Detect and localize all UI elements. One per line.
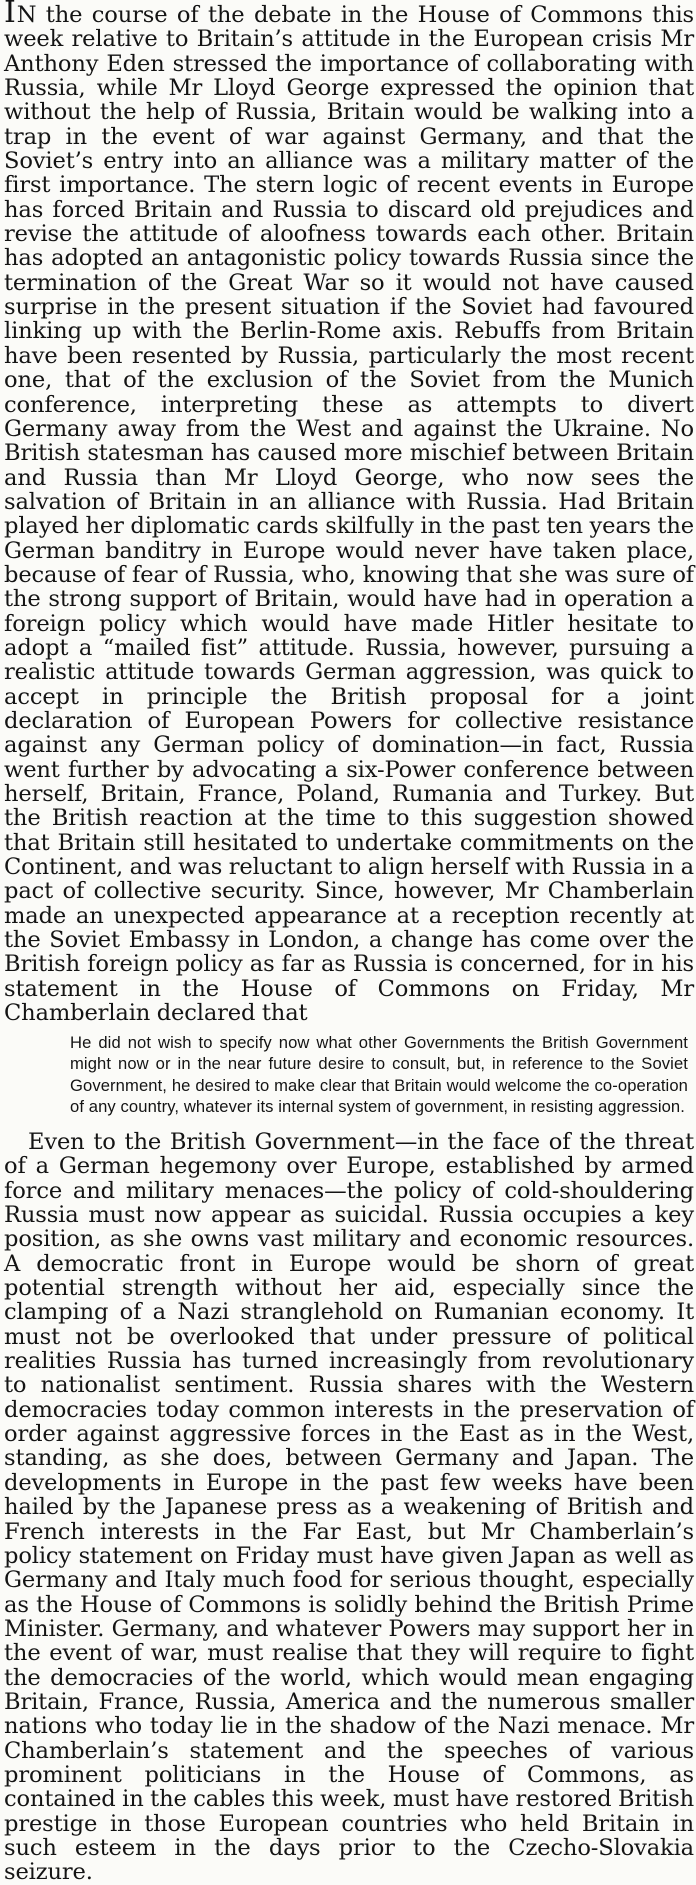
drop-cap: I [4,0,16,30]
quote-text: He did not wish to specify now what other Governments the British Government might now or in the near future desire to consult, but, in reference to the Soviet Government, he desired to make clear that Britain would welcome the co-operation of any country, whatever its internal system of government, in resisting aggression. [70,1033,688,1116]
paragraph-2: Even to the British Government—in the face of the threat of a German hegemony over Europe, established by armed force and military menaces—the policy of cold-shouldering Russia must now appear as suicidal. Russia occupies a key position, as she owns vast military and economic resources. A democratic front in Europe would be shorn of great potential strength without her aid, especially since the clamping of a Nazi stranglehold on Rumanian economy. It must not be overlooked that under pressure of political realities Russia has turned increasingly from revolutionary to nationalist sentiment. Russia shares with the Western democracies today common interests in the preservation of order against aggressive forces in the East as in the West, standing, as she does, between Germany and Japan. The developments in Europe in the past few weeks have been hailed by the Japanese press as a weakening of British and French interests in the Far East, but Mr Chamberlain’s policy statement on Friday must have given Japan as well as Germany and Italy much food for serious thought, especially as the House of Commons is solidly behind the British Prime Minister. Germany, and whatever Powers may support her in the event of war, must realise that they will require to fight the democracies of the world, which would mean engaging Britain, France, Russia, America and the numerous smaller nations who today lie in the shadow of the Nazi menace. Mr Chamberlain’s statement and the speeches of various prominent politicians in the House of Commons, as contained in the cables this week, must have restored British prestige in those European countries who held Britain in such esteem in the days prior to the Czecho-Slovakia seizure. [4,1129,694,1885]
block-quote [70,1032,688,1117]
paragraph-1-text: N the course of the debate in the House of Commons this week relative to Britain’s attitude in the European crisis Mr Anthony Eden stressed the importance of collaborating with Russia, while Mr Lloyd George expressed the opinion that without the help of Russia, Britain would be walking into a trap in the event of war against Germany, and that the Soviet’s entry into an alliance was a military matter of the first importance. The stern logic of recent events in Europe has forced Britain and Russia to discard old prejudices and revise the attitude of aloofness towards each other. Britain has adopted an antagonistic policy towards Russia since the termination of the Great War so it would not have caused surprise in the present situation if the Soviet had favoured linking up with the Berlin-Rome axis. Rebuffs from Britain have been resented by Russia, particularly the most recent one, that of the exclusion of the Soviet from the Munich conference, interpreting these as attempts to divert Germany away from the West and against the Ukraine. No British statesman has caused more mischief between Britain and Russia than Mr Lloyd George, who now sees the salvation of Britain in an alliance with Russia. Had Britain played her diplomatic cards skilfully in the past ten years the German banditry in Europe would never have taken place, because of fear of Russia, who, knowing that she was sure of the strong support of Britain, would have had in operation a foreign policy which would have made Hitler hesitate to adopt a “mailed fist” attitude. Russia, however, pursuing a realistic attitude towards German aggression, was quick to accept in principle the British proposal for a joint declaration of European Powers for collective resistance against any German policy of domination—in fact, Russia went further by advocating a six-Power conference between herself, Britain, France, Poland, Rumania and Turkey. But the British reaction at the time to this suggestion showed that Britain still hesitated to undertake commitments on the Continent, and was reluctant to align herself with Russia in a pact of collective security. Since, however, Mr Chamberlain made an unexpected appearance at a reception recently at the Soviet Embassy in London, a change has come over the British foreign policy as far as Russia is concerned, for in his statement in the House of Commons on Friday, Mr Chamberlain declared that [4,2,694,1027]
paragraph-1 [4,2,694,1025]
